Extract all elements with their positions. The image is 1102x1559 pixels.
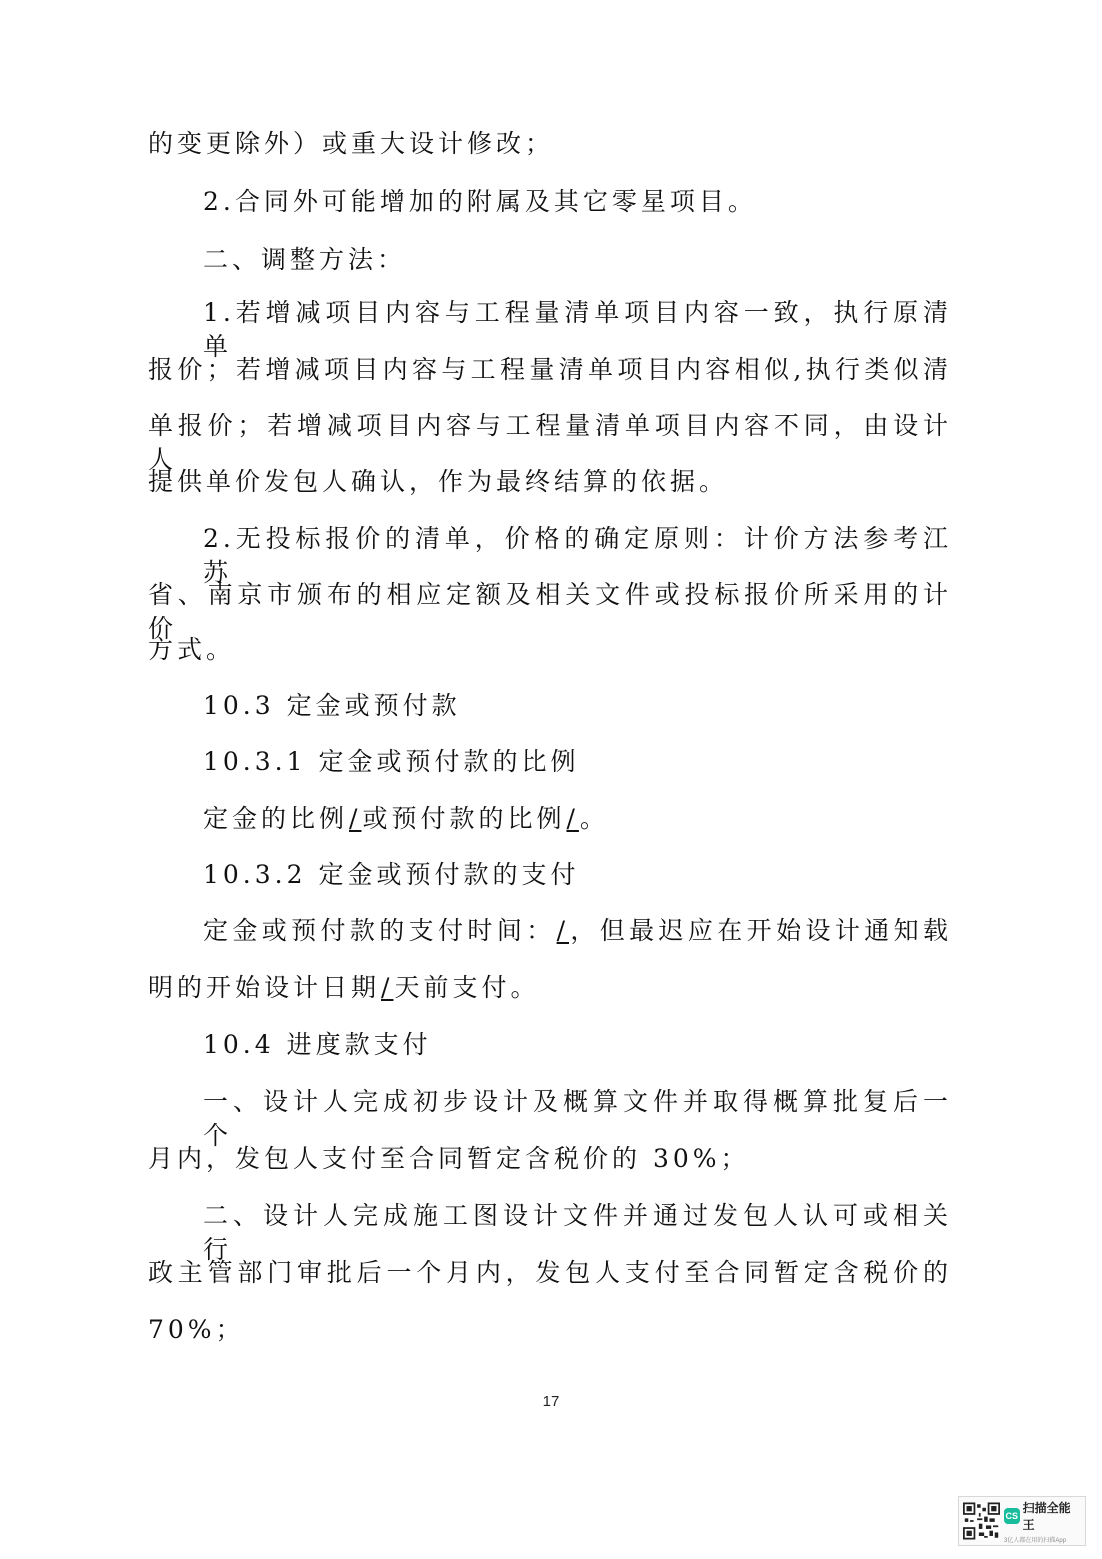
watermark-subtitle: 3亿人都在用的扫描App: [1004, 1537, 1067, 1544]
label-text: 定金的比例: [203, 804, 349, 833]
label-text: 定金或预付款的支付时间：: [203, 916, 556, 945]
label-text: 天前支付。: [394, 973, 540, 1002]
text-line: 一、设计人完成初步设计及概算文件并取得概算批复后一个: [203, 1087, 952, 1150]
label-text: 或预付款的比例: [362, 804, 566, 833]
text-line: 提供单价发包人确认，作为最终结算的依据。: [148, 467, 729, 496]
section-heading: 二、调整方法：: [203, 245, 407, 274]
qr-code-icon: [963, 1502, 1000, 1540]
text-line: 1.若增减项目内容与工程量清单项目内容一致，执行原清单: [203, 298, 952, 361]
text-line: 报价；若增减项目内容与工程量清单项目内容相似,执行类似清: [148, 355, 952, 384]
blank-field: /: [381, 973, 394, 1002]
text-line: [203, 914, 952, 948]
page-number: 17: [542, 1393, 560, 1410]
blank-field: /: [556, 916, 570, 945]
scanner-watermark: [958, 1496, 1086, 1546]
text-line: 二、设计人完成施工图设计文件并通过发包人认可或相关行: [203, 1201, 952, 1264]
label-text: 明的开始设计日期: [148, 973, 381, 1002]
text-line: 月内，发包人支付至合同暂定含税价的 30%；: [148, 1144, 750, 1173]
text-line: 2.无投标报价的清单，价格的确定原则：计价方法参考江苏: [203, 524, 952, 587]
text-line: 70%；: [148, 1315, 245, 1344]
clause-heading: 10.3 定金或预付款: [203, 691, 461, 720]
label-text: ，但最迟应在开始设计通知载: [570, 916, 952, 945]
text-line: [148, 971, 952, 1005]
clause-heading: 10.3.1 定金或预付款的比例: [203, 747, 580, 776]
punctuation: 。: [579, 804, 609, 833]
text-line: 省、南京市颁布的相应定额及相关文件或投标报价所采用的计价: [148, 580, 952, 643]
clause-heading: 10.4 进度款支付: [203, 1030, 432, 1059]
clause-heading: 10.3.2 定金或预付款的支付: [203, 860, 580, 889]
blank-field: /: [566, 804, 579, 833]
watermark-title: 扫描全能王: [1022, 1500, 1071, 1532]
text-line: 2.合同外可能增加的附属及其它零星项目。: [203, 187, 757, 216]
text-line: 政主管部门审批后一个月内，发包人支付至合同暂定含税价的: [148, 1258, 952, 1287]
text-line: 的变更除外）或重大设计修改；: [148, 129, 555, 158]
text-line: 单报价；若增减项目内容与工程量清单项目内容不同，由设计人: [148, 411, 952, 474]
text-line: 方式。: [148, 635, 236, 664]
blank-field: /: [349, 804, 362, 833]
camscanner-logo: CS: [1004, 1508, 1020, 1524]
text-line: [203, 802, 952, 836]
